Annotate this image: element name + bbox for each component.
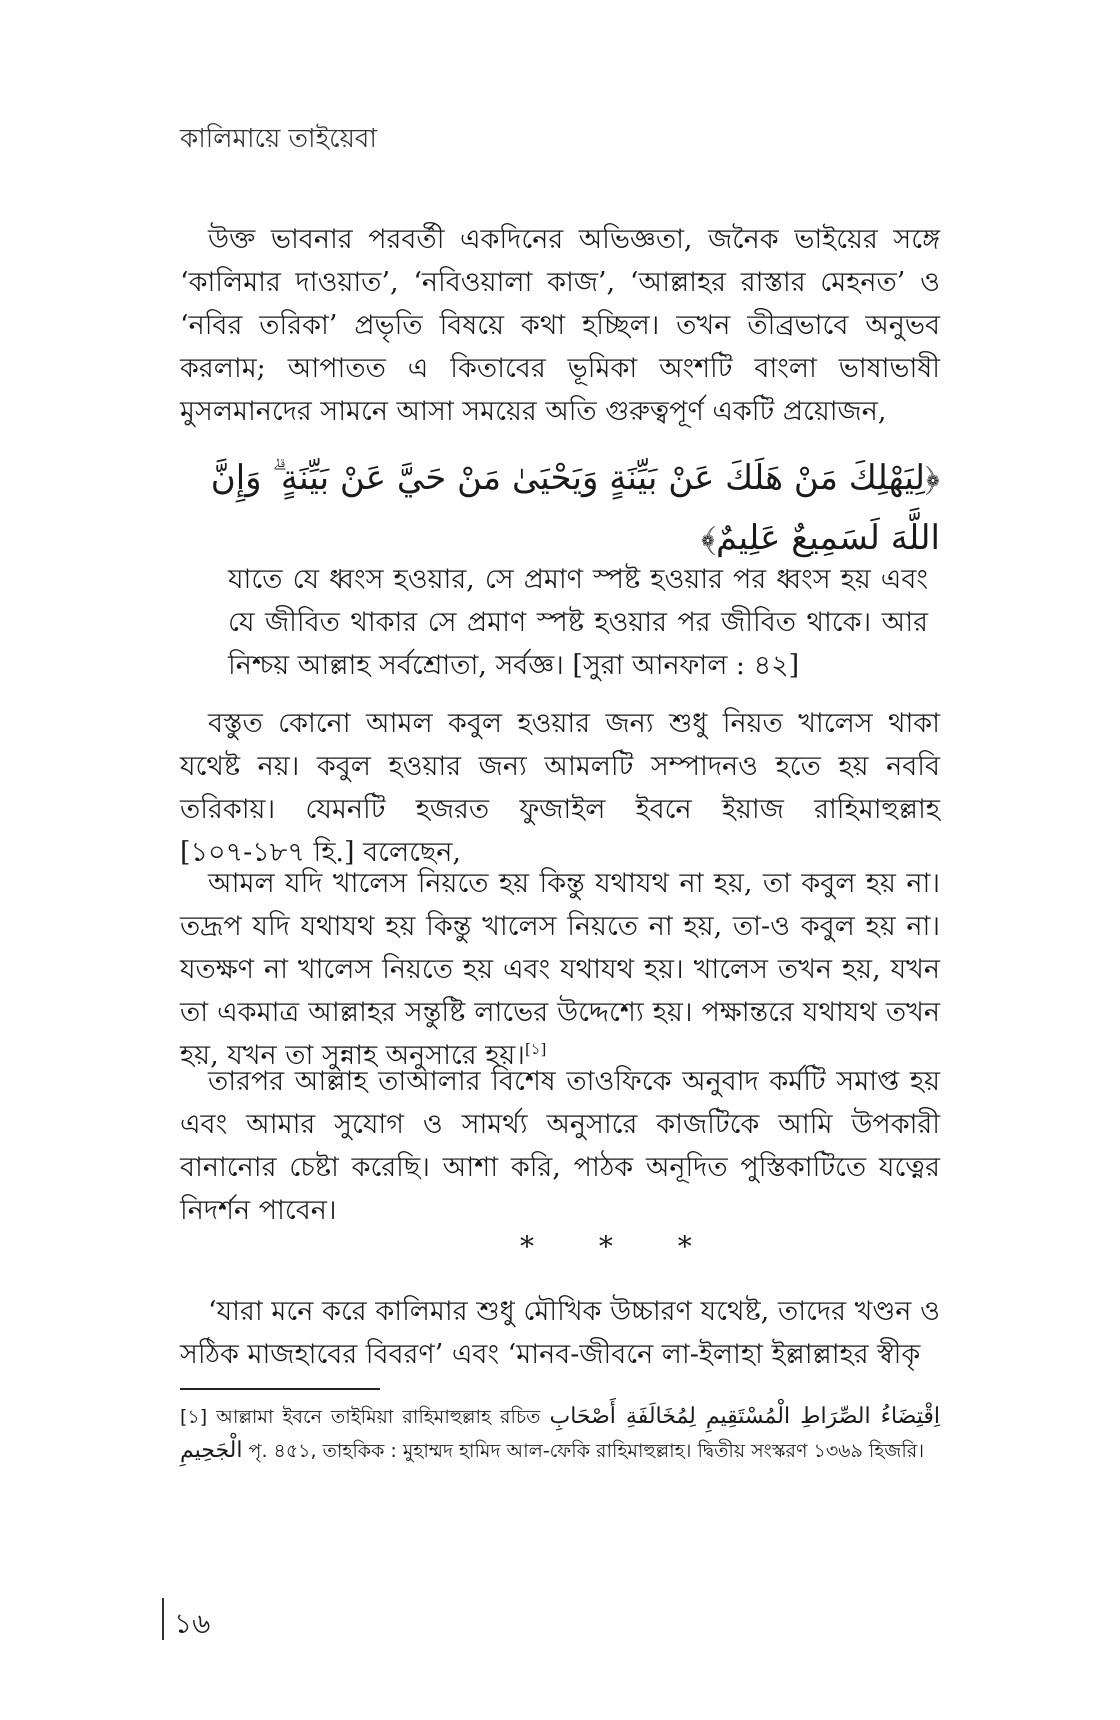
footnote-divider	[180, 1388, 380, 1390]
paragraph-intro: উক্ত ভাবনার পরবর্তী একদিনের অভিজ্ঞতা, জনৈক ভাইয়ের সঙ্গে ‘কালিমার দাওয়াত’, ‘নবিওয়ালা কাজ’, ‘আল্লাহর রাস্তার মেহনত’ ও ‘নবির তরিকা’ প্রভৃতি বিষয়ে কথা হচ্ছিল। তখন তীব্রভাবে অনুভব করলাম; আপাতত এ কিতাবের ভূমিকা অংশটি বাংলা ভাষাভাষী মুসলমানদের সামনে আসা সময়ের অতি গুরুত্বপূর্ণ একটি প্রয়োজন,	[180, 224, 940, 427]
footnote-arabic-title: اِقْتِضَاءُ الصِّرَاطِ الْمُسْتَقِيمِ لِمُخَالَفَةِ أَصْحَابِ الْجَحِيمِ	[180, 1404, 940, 1463]
paragraph-continuation: ‘যারা মনে করে কালিমার শুধু মৌখিক উচ্চারণ যথেষ্ট, তাদের খণ্ডন ও সঠিক মাজহাবের বিবরণ’ এবং ‘মানব-জীবনে লা-ইলাহা ইল্লাল্লাহর স্বীকৃ	[180, 1296, 940, 1370]
footnote-text-after: পৃ. ৪৫১, তাহকিক : মুহাম্মদ হামিদ আল-ফেকি রাহিমাহুল্লাহ। দ্বিতীয় সংস্করণ ১৩৬৯ হিজরি।	[248, 1440, 925, 1462]
paragraph-niyyah: বস্তুত কোনো আমল কবুল হওয়ার জন্য শুধু নিয়ত খালেস থাকা যথেষ্ট নয়। কবুল হওয়ার জন্য আমলটি সম্পাদনও হতে হয় নববি তরিকায়। যেমনটি হজরত ফুজাইল ইবনে ইয়াজ রাহিমাহুল্লাহ [১০৭-১৮৭ হি.] বলেছেন,	[180, 708, 940, 868]
footnote-reference[interactable]: [১]	[524, 1040, 547, 1058]
verse-translation: যাতে যে ধ্বংস হওয়ার, সে প্রমাণ স্পষ্ট হওয়ার পর ধ্বংস হয় এবং যে জীবিত থাকার সে প্রমাণ স্পষ্ট হওয়ার পর জীবিত থাকে। আর নিশ্চয় আল্লাহ সর্বশ্রোতা, সর্বজ্ঞ। [সুরা আনফাল : ৪২]	[228, 564, 928, 681]
page-number-bar	[162, 1598, 164, 1640]
section-separator: * * *	[520, 1230, 720, 1263]
footnote-text-before: আল্লামা ইবনে তাইমিয়া রাহিমাহুল্লাহ রচিত	[216, 1406, 541, 1428]
page-number: ১৬	[174, 1607, 211, 1640]
paragraph-translation-work: তারপর আল্লাহ তাআলার বিশেষ তাওফিকে অনুবাদ কর্মটি সমাপ্ত হয় এবং আমার সুযোগ ও সামর্থ্য অনুসারে কাজটিকে আমি উপকারী বানানোর চেষ্টা করেছি। আশা করি, পাঠক অনূদিত পুস্তিকাটিতে যত্নের নিদর্শন পাবেন।	[180, 1066, 940, 1226]
fudayl-quote-text: আমল যদি খালেস নিয়তে হয় কিন্তু যথাযথ না হয়, তা কবুল হয় না। তদ্রূপ যদি যথাযথ হয় কিন্তু খালেস নিয়তে না হয়, তা-ও কবুল হয় না। যতক্ষণ না খালেস নিয়তে হয় এবং যথাযথ হয়। খালেস তখন হয়, যখন তা একমাত্র আল্লাহর সন্তুষ্টি লাভের উদ্দেশ্যে হয়। পক্ষান্তরে যথাযথ তখন হয়, যখন তা সুন্নাহ অনুসারে হয়।	[180, 868, 940, 1071]
running-header: কালিমায়ে তাইয়েবা	[180, 124, 377, 154]
footnote	[180, 1400, 940, 1468]
footnote-marker: [১]	[180, 1406, 208, 1428]
quran-verse-arabic: ﴿لِيَهْلِكَ مَنْ هَلَكَ عَنْ بَيِّنَةٍ وَيَحْيَىٰ مَنْ حَيَّ عَنْ بَيِّنَةٍ ۗ وَإِنَّ اللَّهَ لَسَمِيعٌ عَلِيمٌ﴾	[210, 458, 940, 558]
fudayl-quote	[180, 862, 940, 1077]
